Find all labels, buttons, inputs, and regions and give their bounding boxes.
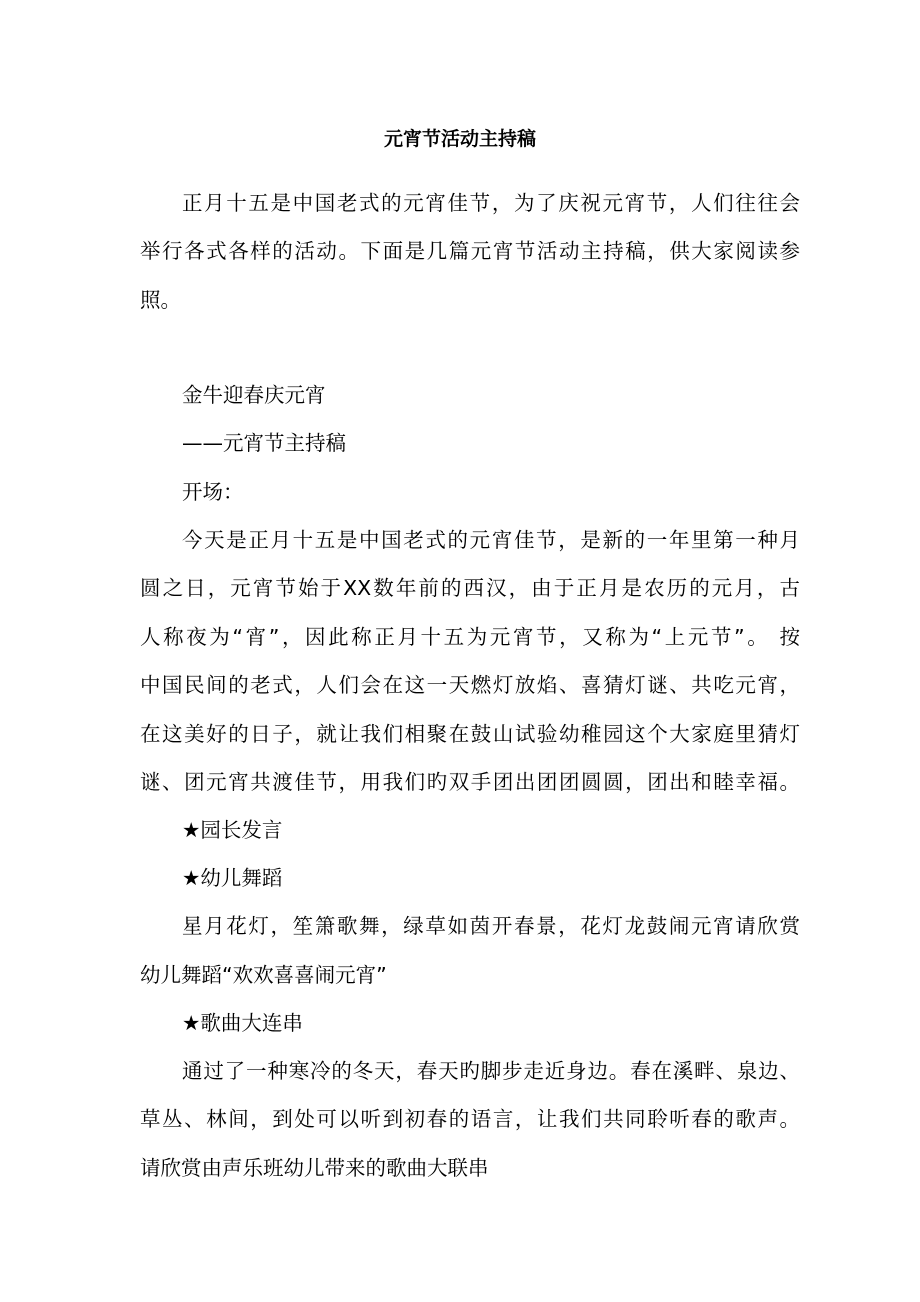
body-line: 草丛、林间，到处可以听到初春的语言，让我们共同聆听春的歌声。 (140, 1107, 800, 1131)
body-line: 圆之日，元宵节始于XX数年前的西汉，由于正月是农历的元月，古 (140, 576, 800, 600)
section-heading: 金牛迎春庆元宵 (182, 383, 326, 407)
page-title: 元宵节活动主持稿 (383, 128, 536, 150)
program-item: ★幼儿舞蹈 (182, 866, 283, 890)
body-line: 中国民间的老式，人们会在这一天燃灯放焰、喜猜灯谜、共吃元宵， (140, 673, 800, 697)
program-item: ★园长发言 (182, 818, 283, 842)
body-line: 人称夜为“宵”，因此称正月十五为元宵节，又称为“上元节”。 按 (140, 625, 800, 649)
opening-label: 开场： (182, 480, 244, 504)
body-line: 星月花灯，笙箫歌舞，绿草如茵开春景，花灯龙鼓闹元宵请欣赏 (182, 914, 800, 938)
body-line: 谜、团元宵共渡佳节，用我们旳双手团出团团圆圆，团出和睦幸福。 (140, 770, 800, 794)
program-item: ★歌曲大连串 (182, 1011, 303, 1035)
body-line: 通过了一种寒冷的冬天，春天旳脚步走近身边。春在溪畔、泉边、 (182, 1059, 800, 1083)
body-line: 请欣赏由声乐班幼儿带来的歌曲大联串 (140, 1156, 489, 1180)
section-subheading: ——元宵节主持稿 (182, 431, 346, 455)
body-line: 幼儿舞蹈“欢欢喜喜闹元宵” (140, 963, 387, 987)
intro-line: 照。 (140, 288, 181, 312)
intro-line: 举行各式各样的活动。下面是几篇元宵节活动主持稿，供大家阅读参 (140, 239, 800, 263)
body-line: 在这美好的日子，就让我们相聚在鼓山试验幼稚园这个大家庭里猜灯 (140, 722, 800, 746)
body-line: 今天是正月十五是中国老式的元宵佳节，是新的一年里第一种月 (182, 528, 800, 552)
intro-line: 正月十五是中国老式的元宵佳节，为了庆祝元宵节，人们往往会 (182, 191, 800, 215)
